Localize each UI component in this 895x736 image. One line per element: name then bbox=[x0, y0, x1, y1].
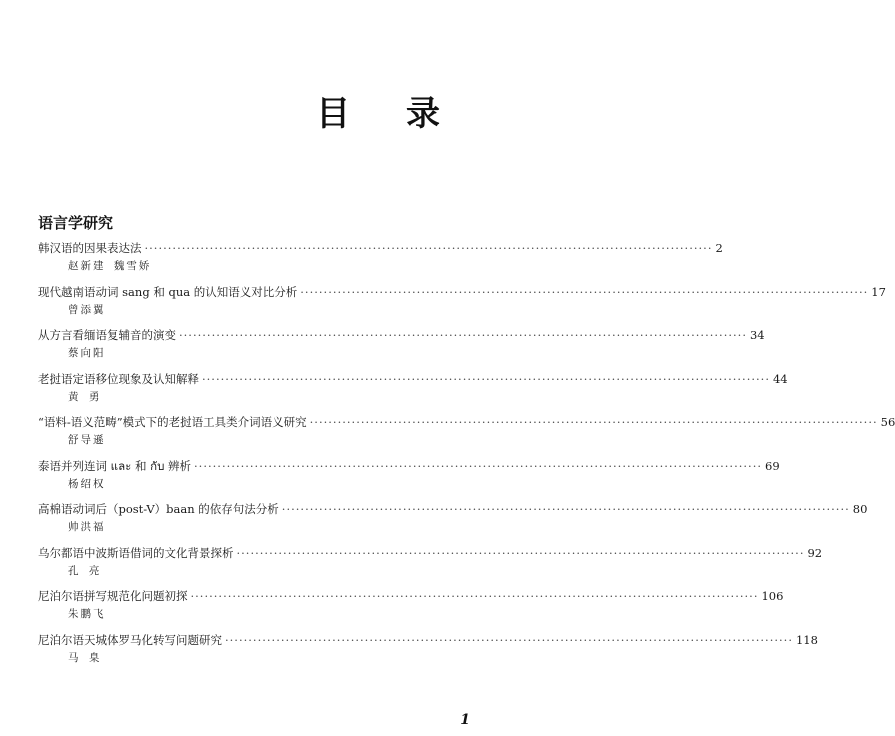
page-number: 69 bbox=[765, 458, 780, 473]
toc-list bbox=[38, 240, 895, 675]
entry-authors: 黄 勇 bbox=[68, 390, 102, 403]
entry-title: 尼泊尔语天城体罗马化转写问题研究 bbox=[38, 632, 222, 647]
entry-authors: 曾添翼 bbox=[68, 303, 106, 316]
leader-dots: ·························································································································· bbox=[144, 241, 713, 255]
toc-entry[interactable] bbox=[38, 414, 895, 458]
toc-entry[interactable] bbox=[38, 632, 818, 676]
leader-dots: ·························································································································· bbox=[202, 371, 770, 386]
entry-authors: 马 臬 bbox=[68, 651, 102, 664]
leader-dots: ·························································································································· bbox=[300, 284, 869, 299]
entry-title: “语料-语义范畴”模式下的老挝语工具类介词语义研究 bbox=[38, 415, 307, 429]
page-number: 17 bbox=[871, 284, 886, 299]
leader-dots: ·························································································································· bbox=[194, 458, 763, 473]
toc-entry[interactable] bbox=[38, 545, 823, 589]
page-number: 106 bbox=[761, 589, 784, 603]
entry-title: 高棉语动词后（post-V）baan 的依存句法分析 bbox=[38, 502, 279, 516]
entry-authors: 帅洪福 bbox=[68, 521, 106, 533]
toc-entry[interactable] bbox=[38, 327, 765, 371]
page-number: 34 bbox=[749, 328, 765, 342]
entry-title: 乌尔都语中波斯语借词的文化背景探析 bbox=[38, 545, 234, 560]
entry-title: 泰语并列连词 และ 和 กับ 辨析 bbox=[38, 458, 192, 473]
entry-authors: 孔 亮 bbox=[68, 564, 102, 577]
entry-authors: 蔡向阳 bbox=[68, 347, 106, 359]
leader-dots: ·························································································································· bbox=[225, 632, 793, 647]
page-number: 2 bbox=[715, 241, 723, 255]
toc-entry[interactable] bbox=[38, 588, 784, 632]
entry-authors: 杨绍权 bbox=[68, 477, 106, 490]
entry-title: 从方言看缅语复辅音的演变 bbox=[38, 328, 176, 342]
toc-entry[interactable] bbox=[38, 458, 780, 502]
entry-title: 尼泊尔语拼写规范化问题初探 bbox=[38, 589, 188, 603]
page-number: 80 bbox=[852, 502, 868, 516]
leader-dots: ·························································································································· bbox=[179, 328, 747, 342]
entry-authors: 赵新建 魏雪娇 bbox=[68, 260, 152, 272]
leader-dots: ·························································································································· bbox=[281, 502, 850, 516]
leader-dots: ·························································································································· bbox=[309, 415, 878, 429]
page-number: 44 bbox=[772, 371, 788, 386]
leader-dots: ·························································································································· bbox=[236, 545, 805, 560]
entry-authors: 舒导遜 bbox=[68, 434, 106, 446]
leader-dots: ·························································································································· bbox=[190, 589, 759, 603]
toc-entry[interactable] bbox=[38, 284, 886, 328]
page-number: 92 bbox=[807, 545, 823, 560]
toc-entry[interactable] bbox=[38, 371, 788, 415]
folio-page-number: 1 bbox=[460, 712, 470, 728]
page-title: 目 录 bbox=[316, 94, 462, 134]
entry-authors: 朱鹏飞 bbox=[68, 608, 106, 620]
entry-title: 韩汉语的因果表达法 bbox=[38, 241, 142, 255]
section-heading: 语言学研究 bbox=[38, 214, 114, 232]
toc-entry[interactable] bbox=[38, 240, 723, 284]
page-number: 118 bbox=[795, 632, 818, 647]
toc-entry[interactable] bbox=[38, 501, 868, 545]
page-number: 56 bbox=[880, 415, 895, 429]
entry-title: 现代越南语动词 sang 和 qua 的认知语义对比分析 bbox=[38, 284, 298, 299]
entry-title: 老挝语定语移位现象及认知解释 bbox=[38, 371, 199, 386]
